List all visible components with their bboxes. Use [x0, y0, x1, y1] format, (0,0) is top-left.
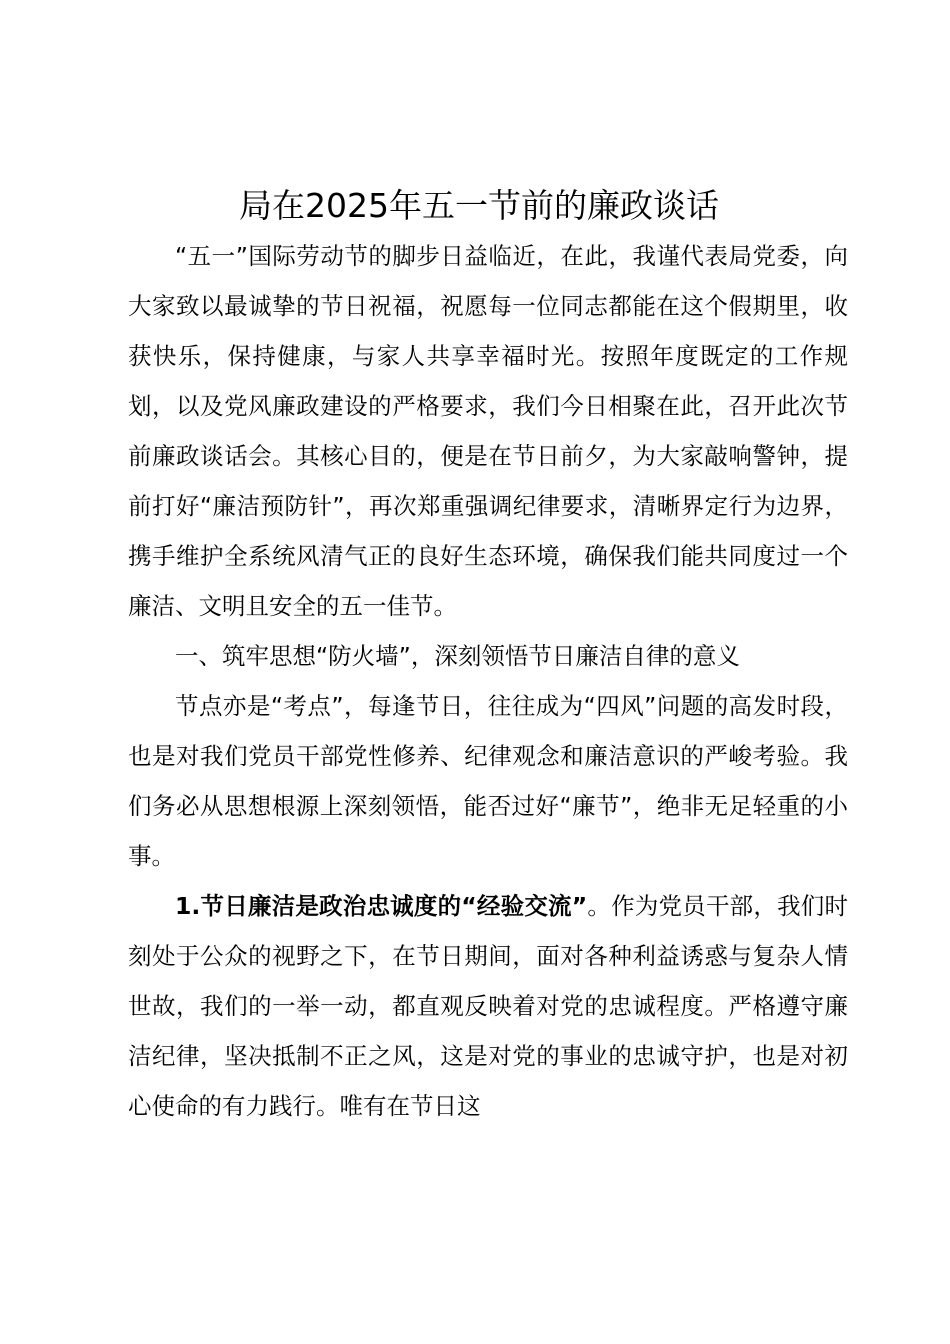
paragraph-intro: “五一”国际劳动节的脚步日益临近，在此，我谨代表局党委，向大家致以最诚挚的节日祝福，祝愿每一位同志都能在这个假期里，收获快乐，保持健康，与家人共享幸福时光。按照年度既定的工作规划，以及党风廉政建设的严格要求，我们今日相聚在此，召开此次节前廉政谈话会。其核心目的，便是在节日前夕，为大家敲响警钟，提前打好“廉洁预防针”，再次郑重强调纪律要求，清晰界定行为边界，携手维护全系统风清气正的良好生态环境，确保我们能共同度过一个廉洁、文明且安全的五一佳节。	[128, 242, 848, 620]
document-title: 局在2025年五一节前的廉政谈话	[239, 186, 719, 225]
document-body	[128, 231, 848, 1131]
section-heading-1: 一、筑牢思想“防火墙”，深刻领悟节日廉洁自律的意义	[175, 642, 740, 670]
paragraph-section-1: 节点亦是“考点”，每逢节日，往往成为“四风”问题的高发时段，也是对我们党员干部党性修养、纪律观念和廉洁意识的严峻考验。我们务必从思想根源上深刻领悟，能否过好“廉节”，绝非无足轻重的小事。	[128, 692, 848, 870]
paragraph-point-1	[128, 881, 848, 1131]
point-1-heading: 1.节日廉洁是政治忠诚度的“经验交流”	[175, 892, 588, 920]
point-1-text: 。作为党员干部，我们时刻处于公众的视野之下，在节日期间，面对各种利益诱惑与复杂人情世故，我们的一举一动，都直观反映着对党的忠诚程度。严格遵守廉洁纪律，坚决抵制不正之风，这是对党的事业的忠诚守护，也是对初心使命的有力践行。唯有在节日这	[128, 892, 849, 1120]
